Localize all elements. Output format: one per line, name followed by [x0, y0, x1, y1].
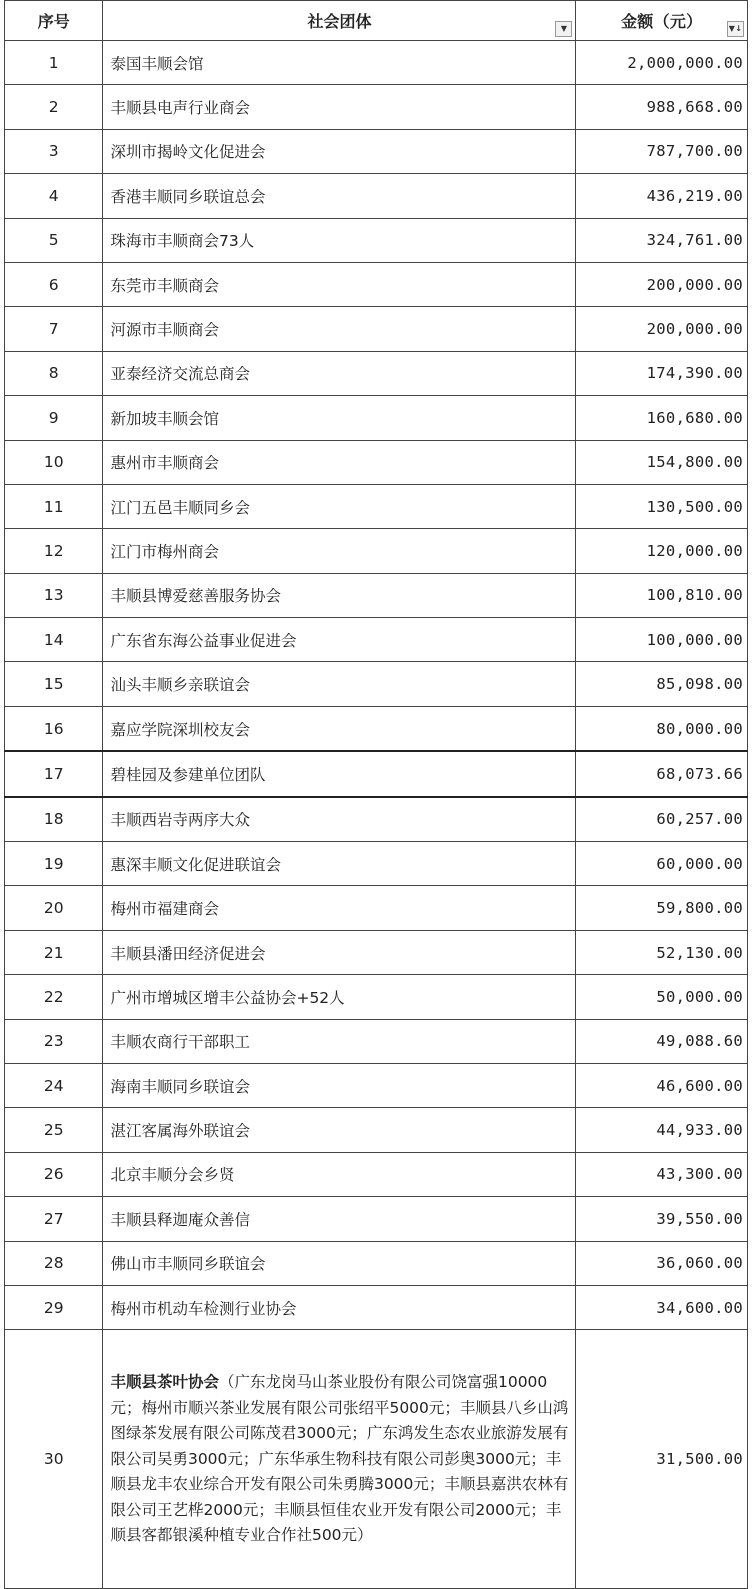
row-amount: 80,000.00	[576, 706, 748, 751]
row-org-detail: （广东龙岗马山茶业股份有限公司饶富强10000元；梅州市顺兴茶业发展有限公司张绍平5000元；丰顺县八乡山鸿图绿茶发展有限公司陈茂君3000元；广东鸿发生态农业旅游发展有限公司吴勇3000元；广东华承生物科技有限公司彭奥3000元；丰顺县龙丰农业综合开发有限公司朱勇腾3000元；丰顺县嘉洪农林有限公司王艺桦2000元；丰顺县恒佳农业开发有限公司2000元；丰顺县客都银溪种植专业合作社500元）	[110, 1373, 569, 1545]
row-org: 新加坡丰顺会馆	[103, 396, 576, 440]
row-index: 19	[5, 842, 103, 886]
row-org: 丰顺县电声行业商会	[103, 85, 576, 129]
row-amount: 120,000.00	[576, 529, 748, 573]
table-row	[5, 351, 748, 395]
table-row	[5, 396, 748, 440]
row-index: 21	[5, 930, 103, 974]
row-index: 26	[5, 1152, 103, 1196]
table-row	[5, 706, 748, 751]
table-row	[5, 1197, 748, 1241]
row-index: 9	[5, 396, 103, 440]
row-org: 惠深丰顺文化促进联谊会	[103, 842, 576, 886]
row-amount: 44,933.00	[576, 1108, 748, 1152]
row-index: 14	[5, 618, 103, 662]
row-org: 江门五邑丰顺同乡会	[103, 484, 576, 528]
row-org: 丰顺县博爱慈善服务协会	[103, 573, 576, 617]
header-amount	[576, 1, 748, 41]
row-amount: 324,761.00	[576, 218, 748, 262]
table-row	[5, 618, 748, 662]
row-amount: 50,000.00	[576, 975, 748, 1019]
row-org: 丰顺县释迦庵众善信	[103, 1197, 576, 1241]
table-row	[5, 662, 748, 706]
dropdown-filter-icon[interactable]: ▼	[555, 21, 572, 37]
row-amount: 100,000.00	[576, 618, 748, 662]
row-org: 惠州市丰顺商会	[103, 440, 576, 484]
header-row	[5, 1, 748, 41]
row-amount: 60,257.00	[576, 797, 748, 842]
row-amount: 2,000,000.00	[576, 41, 748, 85]
table-row	[5, 41, 748, 85]
row-org: 河源市丰顺商会	[103, 307, 576, 351]
table-row	[5, 1108, 748, 1152]
row-index: 6	[5, 262, 103, 306]
row-amount: 31,500.00	[576, 1330, 748, 1589]
table-row	[5, 174, 748, 218]
row-index: 15	[5, 662, 103, 706]
row-index: 23	[5, 1019, 103, 1063]
row-index: 24	[5, 1063, 103, 1107]
row-index: 29	[5, 1285, 103, 1329]
row-org: 梅州市机动车检测行业协会	[103, 1285, 576, 1329]
row-index: 1	[5, 41, 103, 85]
row-org: 丰顺县潘田经济促进会	[103, 930, 576, 974]
row-index: 28	[5, 1241, 103, 1285]
row-org: 北京丰顺分会乡贤	[103, 1152, 576, 1196]
row-amount: 200,000.00	[576, 262, 748, 306]
table-row	[5, 484, 748, 528]
row-amount: 34,600.00	[576, 1285, 748, 1329]
row-index: 8	[5, 351, 103, 395]
table-row	[5, 218, 748, 262]
table-row	[5, 1019, 748, 1063]
row-index: 20	[5, 886, 103, 930]
row-amount: 174,390.00	[576, 351, 748, 395]
row-org: 丰顺农商行干部职工	[103, 1019, 576, 1063]
row-amount: 39,550.00	[576, 1197, 748, 1241]
row-amount: 60,000.00	[576, 842, 748, 886]
row-index: 10	[5, 440, 103, 484]
row-amount: 68,073.66	[576, 751, 748, 796]
table-row	[5, 129, 748, 173]
row-index: 25	[5, 1108, 103, 1152]
table-row	[5, 797, 748, 842]
row-index: 5	[5, 218, 103, 262]
row-amount: 160,680.00	[576, 396, 748, 440]
row-org: 泰国丰顺会馆	[103, 41, 576, 85]
table-row	[5, 440, 748, 484]
row-org: 湛江客属海外联谊会	[103, 1108, 576, 1152]
table-row	[5, 1152, 748, 1196]
row-amount: 49,088.60	[576, 1019, 748, 1063]
row-amount: 154,800.00	[576, 440, 748, 484]
row-amount: 59,800.00	[576, 886, 748, 930]
row-index: 12	[5, 529, 103, 573]
row-org: 深圳市揭岭文化促进会	[103, 129, 576, 173]
header-index	[5, 1, 103, 41]
row-index: 3	[5, 129, 103, 173]
row-org: 梅州市福建商会	[103, 886, 576, 930]
row-org: 丰顺西岩寺两序大众	[103, 797, 576, 842]
row-index: 22	[5, 975, 103, 1019]
row-amount: 436,219.00	[576, 174, 748, 218]
row-amount: 43,300.00	[576, 1152, 748, 1196]
table-row	[5, 842, 748, 886]
table-row	[5, 975, 748, 1019]
row-amount: 36,060.00	[576, 1241, 748, 1285]
row-org: 佛山市丰顺同乡联谊会	[103, 1241, 576, 1285]
table-body	[5, 41, 748, 1589]
table-row	[5, 1285, 748, 1329]
row-amount: 100,810.00	[576, 573, 748, 617]
table-row	[5, 1330, 748, 1589]
row-amount: 52,130.00	[576, 930, 748, 974]
row-org	[103, 1330, 576, 1589]
row-org-title: 丰顺县茶叶协会	[110, 1373, 219, 1392]
row-index: 2	[5, 85, 103, 129]
table-row	[5, 1063, 748, 1107]
row-index: 18	[5, 797, 103, 842]
header-org-label: 社会团体	[307, 12, 372, 31]
row-org: 汕头丰顺乡亲联谊会	[103, 662, 576, 706]
row-org: 广东省东海公益事业促进会	[103, 618, 576, 662]
row-amount: 85,098.00	[576, 662, 748, 706]
table-row	[5, 307, 748, 351]
table-row	[5, 529, 748, 573]
row-index: 27	[5, 1197, 103, 1241]
table-row	[5, 573, 748, 617]
row-org: 嘉应学院深圳校友会	[103, 706, 576, 751]
row-org: 香港丰顺同乡联谊总会	[103, 174, 576, 218]
row-amount: 46,600.00	[576, 1063, 748, 1107]
row-amount: 130,500.00	[576, 484, 748, 528]
row-org: 亚泰经济交流总商会	[103, 351, 576, 395]
table-row	[5, 85, 748, 129]
table-row	[5, 262, 748, 306]
row-index: 4	[5, 174, 103, 218]
table-row	[5, 886, 748, 930]
row-org: 碧桂园及参建单位团队	[103, 751, 576, 796]
table-row	[5, 751, 748, 796]
header-index-label: 序号	[37, 12, 70, 31]
row-amount: 787,700.00	[576, 129, 748, 173]
row-amount: 988,668.00	[576, 85, 748, 129]
row-index: 17	[5, 751, 103, 796]
row-org: 东莞市丰顺商会	[103, 262, 576, 306]
row-org: 珠海市丰顺商会73人	[103, 218, 576, 262]
header-amount-label: 金额（元）	[620, 12, 703, 31]
row-index: 30	[5, 1330, 103, 1589]
table-row	[5, 930, 748, 974]
row-org: 海南丰顺同乡联谊会	[103, 1063, 576, 1107]
sort-filter-icon[interactable]: ▼↓	[727, 21, 744, 37]
row-index: 7	[5, 307, 103, 351]
table-row	[5, 1241, 748, 1285]
donation-table	[4, 0, 748, 1589]
row-org: 广州市增城区增丰公益协会+52人	[103, 975, 576, 1019]
row-index: 16	[5, 706, 103, 751]
header-org	[103, 1, 576, 41]
row-amount: 200,000.00	[576, 307, 748, 351]
row-org: 江门市梅州商会	[103, 529, 576, 573]
row-index: 11	[5, 484, 103, 528]
row-index: 13	[5, 573, 103, 617]
